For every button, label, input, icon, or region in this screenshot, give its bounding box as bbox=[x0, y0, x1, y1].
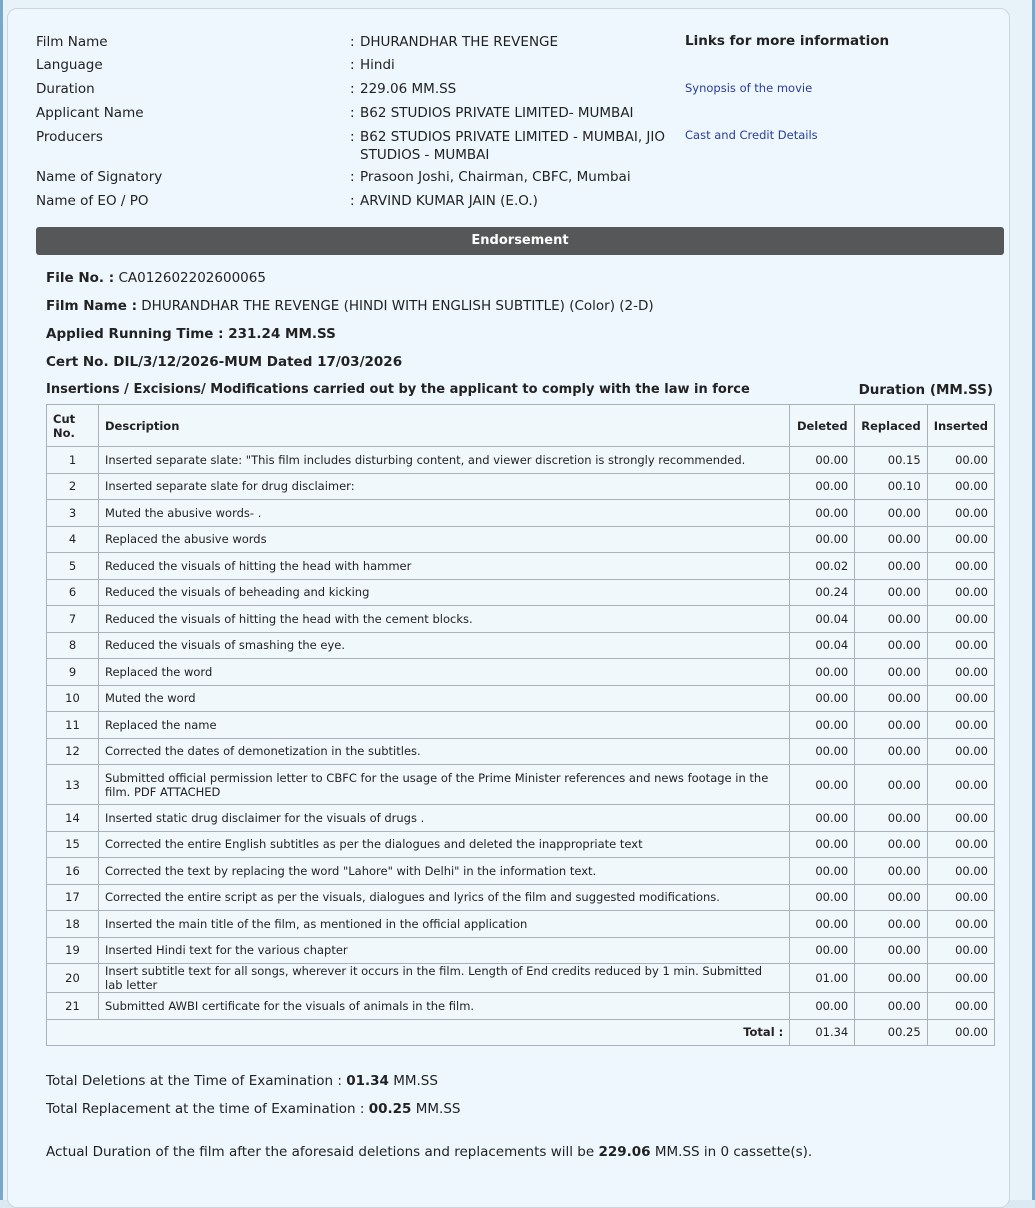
replaced-cell: 00.00 bbox=[855, 659, 927, 686]
cut-no-cell: 4 bbox=[47, 526, 99, 553]
total-row bbox=[47, 1019, 995, 1045]
replaced-cell: 00.00 bbox=[855, 884, 927, 911]
cut-no-cell: 16 bbox=[47, 858, 99, 885]
description-cell: Corrected the text by replacing the word "Lahore" with Delhi" in the information text. bbox=[99, 858, 790, 885]
actual-value: 229.06 bbox=[598, 1144, 651, 1160]
replacement-prefix: Total Replacement at the time of Examination : bbox=[46, 1101, 369, 1117]
file-no-label: File No. : bbox=[46, 270, 115, 286]
deleted-cell: 00.00 bbox=[790, 500, 855, 527]
replacement-value: 00.25 bbox=[368, 1101, 412, 1117]
description-cell: Replaced the word bbox=[99, 659, 790, 686]
colon: : bbox=[350, 34, 355, 50]
deleted-cell: 00.00 bbox=[790, 712, 855, 739]
applied-running-time bbox=[46, 326, 336, 342]
description-cell: Corrected the dates of demonetization in the subtitles. bbox=[99, 738, 790, 765]
cut-no-cell: 6 bbox=[47, 579, 99, 606]
inserted-cell: 00.00 bbox=[927, 858, 994, 885]
table-row bbox=[47, 738, 995, 765]
table-row bbox=[47, 553, 995, 580]
endorsement-film-name bbox=[46, 298, 654, 314]
info-label: Name of Signatory bbox=[36, 169, 163, 185]
cast-credit-link[interactable]: Cast and Credit Details bbox=[685, 128, 818, 142]
table-row bbox=[47, 579, 995, 606]
cuts-table bbox=[46, 404, 995, 1046]
applied-running-time-text: Applied Running Time : 231.24 MM.SS bbox=[46, 326, 336, 342]
info-value-text: DHURANDHAR THE REVENGE bbox=[360, 34, 559, 50]
cert-no bbox=[46, 354, 402, 370]
header-inserted: Inserted bbox=[927, 405, 994, 447]
deleted-cell: 00.04 bbox=[790, 632, 855, 659]
header-replaced: Replaced bbox=[855, 405, 927, 447]
cut-no-cell: 2 bbox=[47, 473, 99, 500]
actual-suffix: MM.SS in 0 cassette(s). bbox=[650, 1144, 813, 1160]
info-value-text: 229.06 MM.SS bbox=[360, 81, 457, 97]
deleted-cell: 00.00 bbox=[790, 659, 855, 686]
duration-unit-label: Duration (MM.SS) bbox=[858, 382, 993, 398]
table-row bbox=[47, 606, 995, 633]
deleted-cell: 00.00 bbox=[790, 937, 855, 964]
deleted-cell: 00.04 bbox=[790, 606, 855, 633]
description-cell: Replaced the abusive words bbox=[99, 526, 790, 553]
inserted-cell: 00.00 bbox=[927, 553, 994, 580]
film-name-value: DHURANDHAR THE REVENGE (HINDI WITH ENGLISH SUBTITLE) (Color) (2-D) bbox=[141, 298, 654, 314]
info-value bbox=[350, 128, 680, 164]
replaced-cell: 00.15 bbox=[855, 447, 927, 474]
table-row bbox=[47, 712, 995, 739]
info-label: Language bbox=[36, 57, 103, 73]
deleted-cell: 00.02 bbox=[790, 553, 855, 580]
file-no bbox=[46, 270, 266, 286]
inserted-cell: 00.00 bbox=[927, 911, 994, 938]
file-no-value: CA012602202600065 bbox=[118, 270, 266, 286]
replaced-cell: 00.00 bbox=[855, 712, 927, 739]
inserted-cell: 00.00 bbox=[927, 632, 994, 659]
table-row bbox=[47, 526, 995, 553]
deleted-cell: 00.00 bbox=[790, 884, 855, 911]
info-value-text: B62 STUDIOS PRIVATE LIMITED - MUMBAI, JIO STUDIOS - MUMBAI bbox=[360, 129, 666, 163]
replaced-cell: 00.00 bbox=[855, 858, 927, 885]
replacement-suffix: MM.SS bbox=[411, 1101, 461, 1117]
colon: : bbox=[350, 105, 355, 121]
actual-prefix: Actual Duration of the film after the aforesaid deletions and replacements will be bbox=[46, 1144, 599, 1160]
inserted-cell: 00.00 bbox=[927, 831, 994, 858]
colon: : bbox=[350, 57, 355, 73]
table-row bbox=[47, 685, 995, 712]
header-description: Description bbox=[99, 405, 790, 447]
cut-no-cell: 10 bbox=[47, 685, 99, 712]
info-value bbox=[350, 56, 680, 74]
cut-no-cell: 17 bbox=[47, 884, 99, 911]
description-cell: Submitted official permission letter to CBFC for the usage of the Prime Minister references and news footage in the film. PDF ATTACHED bbox=[99, 765, 790, 805]
cut-no-cell: 12 bbox=[47, 738, 99, 765]
inserted-cell: 00.00 bbox=[927, 884, 994, 911]
table-row bbox=[47, 831, 995, 858]
cut-no-cell: 11 bbox=[47, 712, 99, 739]
inserted-cell: 00.00 bbox=[927, 765, 994, 805]
header-cut-no: Cut No. bbox=[47, 405, 99, 447]
info-label: Producers bbox=[36, 129, 103, 145]
deletions-prefix: Total Deletions at the Time of Examination : bbox=[46, 1073, 347, 1089]
info-value bbox=[350, 80, 680, 98]
cut-no-cell: 9 bbox=[47, 659, 99, 686]
actual-duration bbox=[46, 1144, 812, 1160]
deleted-cell: 00.00 bbox=[790, 805, 855, 832]
info-label: Applicant Name bbox=[36, 105, 144, 121]
replaced-cell: 00.00 bbox=[855, 553, 927, 580]
inserted-cell: 00.00 bbox=[927, 993, 994, 1020]
replaced-cell: 00.00 bbox=[855, 964, 927, 993]
cut-no-cell: 15 bbox=[47, 831, 99, 858]
table-row bbox=[47, 765, 995, 805]
deleted-cell: 01.00 bbox=[790, 964, 855, 993]
deleted-cell: 00.24 bbox=[790, 579, 855, 606]
replaced-cell: 00.00 bbox=[855, 937, 927, 964]
info-value-text: ARVIND KUMAR JAIN (E.O.) bbox=[360, 193, 538, 209]
inserted-cell: 00.00 bbox=[927, 685, 994, 712]
description-cell: Reduced the visuals of hitting the head with the cement blocks. bbox=[99, 606, 790, 633]
inserted-cell: 00.00 bbox=[927, 659, 994, 686]
deleted-cell: 00.00 bbox=[790, 473, 855, 500]
cut-no-cell: 20 bbox=[47, 964, 99, 993]
replaced-cell: 00.00 bbox=[855, 685, 927, 712]
info-label: Film Name bbox=[36, 34, 108, 50]
cut-no-cell: 13 bbox=[47, 765, 99, 805]
description-cell: Inserted static drug disclaimer for the visuals of drugs . bbox=[99, 805, 790, 832]
description-cell: Muted the abusive words- . bbox=[99, 500, 790, 527]
description-cell: Inserted the main title of the film, as mentioned in the official application bbox=[99, 911, 790, 938]
cut-no-cell: 14 bbox=[47, 805, 99, 832]
film-name-label: Film Name : bbox=[46, 298, 137, 314]
total-label: Total : bbox=[47, 1019, 790, 1045]
replaced-cell: 00.00 bbox=[855, 632, 927, 659]
info-value bbox=[350, 104, 680, 122]
colon: : bbox=[350, 193, 355, 209]
deleted-cell: 00.00 bbox=[790, 831, 855, 858]
table-row bbox=[47, 805, 995, 832]
cut-no-cell: 8 bbox=[47, 632, 99, 659]
total-replaced: 00.25 bbox=[855, 1019, 927, 1045]
inserted-cell: 00.00 bbox=[927, 738, 994, 765]
replaced-cell: 00.00 bbox=[855, 526, 927, 553]
table-header-row bbox=[47, 405, 995, 447]
deleted-cell: 00.00 bbox=[790, 738, 855, 765]
deleted-cell: 00.00 bbox=[790, 526, 855, 553]
deleted-cell: 00.00 bbox=[790, 858, 855, 885]
colon: : bbox=[350, 129, 355, 145]
replaced-cell: 00.00 bbox=[855, 993, 927, 1020]
cut-no-cell: 3 bbox=[47, 500, 99, 527]
replaced-cell: 00.00 bbox=[855, 606, 927, 633]
description-cell: Inserted separate slate: "This film includes disturbing content, and viewer discretion is strongly recommended. bbox=[99, 447, 790, 474]
info-value bbox=[350, 192, 680, 210]
inserted-cell: 00.00 bbox=[927, 473, 994, 500]
cut-no-cell: 1 bbox=[47, 447, 99, 474]
section-title: Insertions / Excisions/ Modifications carried out by the applicant to comply with the law in force bbox=[46, 382, 750, 397]
replaced-cell: 00.00 bbox=[855, 579, 927, 606]
total-deleted: 01.34 bbox=[790, 1019, 855, 1045]
description-cell: Reduced the visuals of smashing the eye. bbox=[99, 632, 790, 659]
info-label: Duration bbox=[36, 81, 95, 97]
table-row bbox=[47, 937, 995, 964]
inserted-cell: 00.00 bbox=[927, 805, 994, 832]
cert-no-text: Cert No. DIL/3/12/2026-MUM Dated 17/03/2026 bbox=[46, 354, 403, 370]
total-inserted: 00.00 bbox=[927, 1019, 994, 1045]
info-value-text: Hindi bbox=[360, 57, 395, 73]
inserted-cell: 00.00 bbox=[927, 937, 994, 964]
colon: : bbox=[350, 81, 355, 97]
table-body bbox=[47, 447, 995, 1020]
total-deletions bbox=[46, 1073, 438, 1089]
cut-no-cell: 19 bbox=[47, 937, 99, 964]
endorsement-bar: Endorsement bbox=[36, 227, 1004, 255]
info-label: Name of EO / PO bbox=[36, 193, 149, 209]
inserted-cell: 00.00 bbox=[927, 712, 994, 739]
info-value-text: Prasoon Joshi, Chairman, CBFC, Mumbai bbox=[360, 169, 631, 185]
table-row bbox=[47, 964, 995, 993]
links-title: Links for more information bbox=[685, 33, 890, 49]
deletions-suffix: MM.SS bbox=[388, 1073, 438, 1089]
replaced-cell: 00.00 bbox=[855, 738, 927, 765]
colon: : bbox=[350, 169, 355, 185]
table-row bbox=[47, 659, 995, 686]
table-row bbox=[47, 632, 995, 659]
description-cell: Reduced the visuals of hitting the head with hammer bbox=[99, 553, 790, 580]
replaced-cell: 00.00 bbox=[855, 765, 927, 805]
deleted-cell: 00.00 bbox=[790, 911, 855, 938]
inserted-cell: 00.00 bbox=[927, 447, 994, 474]
table-row bbox=[47, 884, 995, 911]
replaced-cell: 00.10 bbox=[855, 473, 927, 500]
inserted-cell: 00.00 bbox=[927, 500, 994, 527]
table-row bbox=[47, 993, 995, 1020]
inserted-cell: 00.00 bbox=[927, 579, 994, 606]
description-cell: Insert subtitle text for all songs, wherever it occurs in the film. Length of End credits reduced by 1 min. Submitted lab letter bbox=[99, 964, 790, 993]
table-row bbox=[47, 447, 995, 474]
cut-no-cell: 7 bbox=[47, 606, 99, 633]
replaced-cell: 00.00 bbox=[855, 831, 927, 858]
description-cell: Replaced the name bbox=[99, 712, 790, 739]
cut-no-cell: 5 bbox=[47, 553, 99, 580]
deleted-cell: 00.00 bbox=[790, 685, 855, 712]
description-cell: Submitted AWBI certificate for the visuals of animals in the film. bbox=[99, 993, 790, 1020]
table-row bbox=[47, 500, 995, 527]
table-row bbox=[47, 473, 995, 500]
info-value bbox=[350, 168, 680, 186]
description-cell: Corrected the entire English subtitles as per the dialogues and deleted the inappropriate text bbox=[99, 831, 790, 858]
inserted-cell: 00.00 bbox=[927, 526, 994, 553]
deleted-cell: 00.00 bbox=[790, 447, 855, 474]
replaced-cell: 00.00 bbox=[855, 805, 927, 832]
deletions-value: 01.34 bbox=[346, 1073, 389, 1089]
cut-no-cell: 18 bbox=[47, 911, 99, 938]
replaced-cell: 00.00 bbox=[855, 500, 927, 527]
inserted-cell: 00.00 bbox=[927, 964, 994, 993]
info-value-text: B62 STUDIOS PRIVATE LIMITED- MUMBAI bbox=[360, 105, 634, 121]
info-value bbox=[350, 33, 680, 51]
description-cell: Reduced the visuals of beheading and kicking bbox=[99, 579, 790, 606]
description-cell: Muted the word bbox=[99, 685, 790, 712]
table-row bbox=[47, 911, 995, 938]
deleted-cell: 00.00 bbox=[790, 765, 855, 805]
description-cell: Inserted Hindi text for the various chapter bbox=[99, 937, 790, 964]
description-cell: Inserted separate slate for drug disclaimer: bbox=[99, 473, 790, 500]
cut-no-cell: 21 bbox=[47, 993, 99, 1020]
synopsis-link[interactable]: Synopsis of the movie bbox=[685, 81, 813, 95]
total-replacement bbox=[46, 1101, 460, 1117]
replaced-cell: 00.00 bbox=[855, 911, 927, 938]
header-deleted: Deleted bbox=[790, 405, 855, 447]
table-row bbox=[47, 858, 995, 885]
description-cell: Corrected the entire script as per the visuals, dialogues and lyrics of the film and suggested modifications. bbox=[99, 884, 790, 911]
deleted-cell: 00.00 bbox=[790, 993, 855, 1020]
inserted-cell: 00.00 bbox=[927, 606, 994, 633]
